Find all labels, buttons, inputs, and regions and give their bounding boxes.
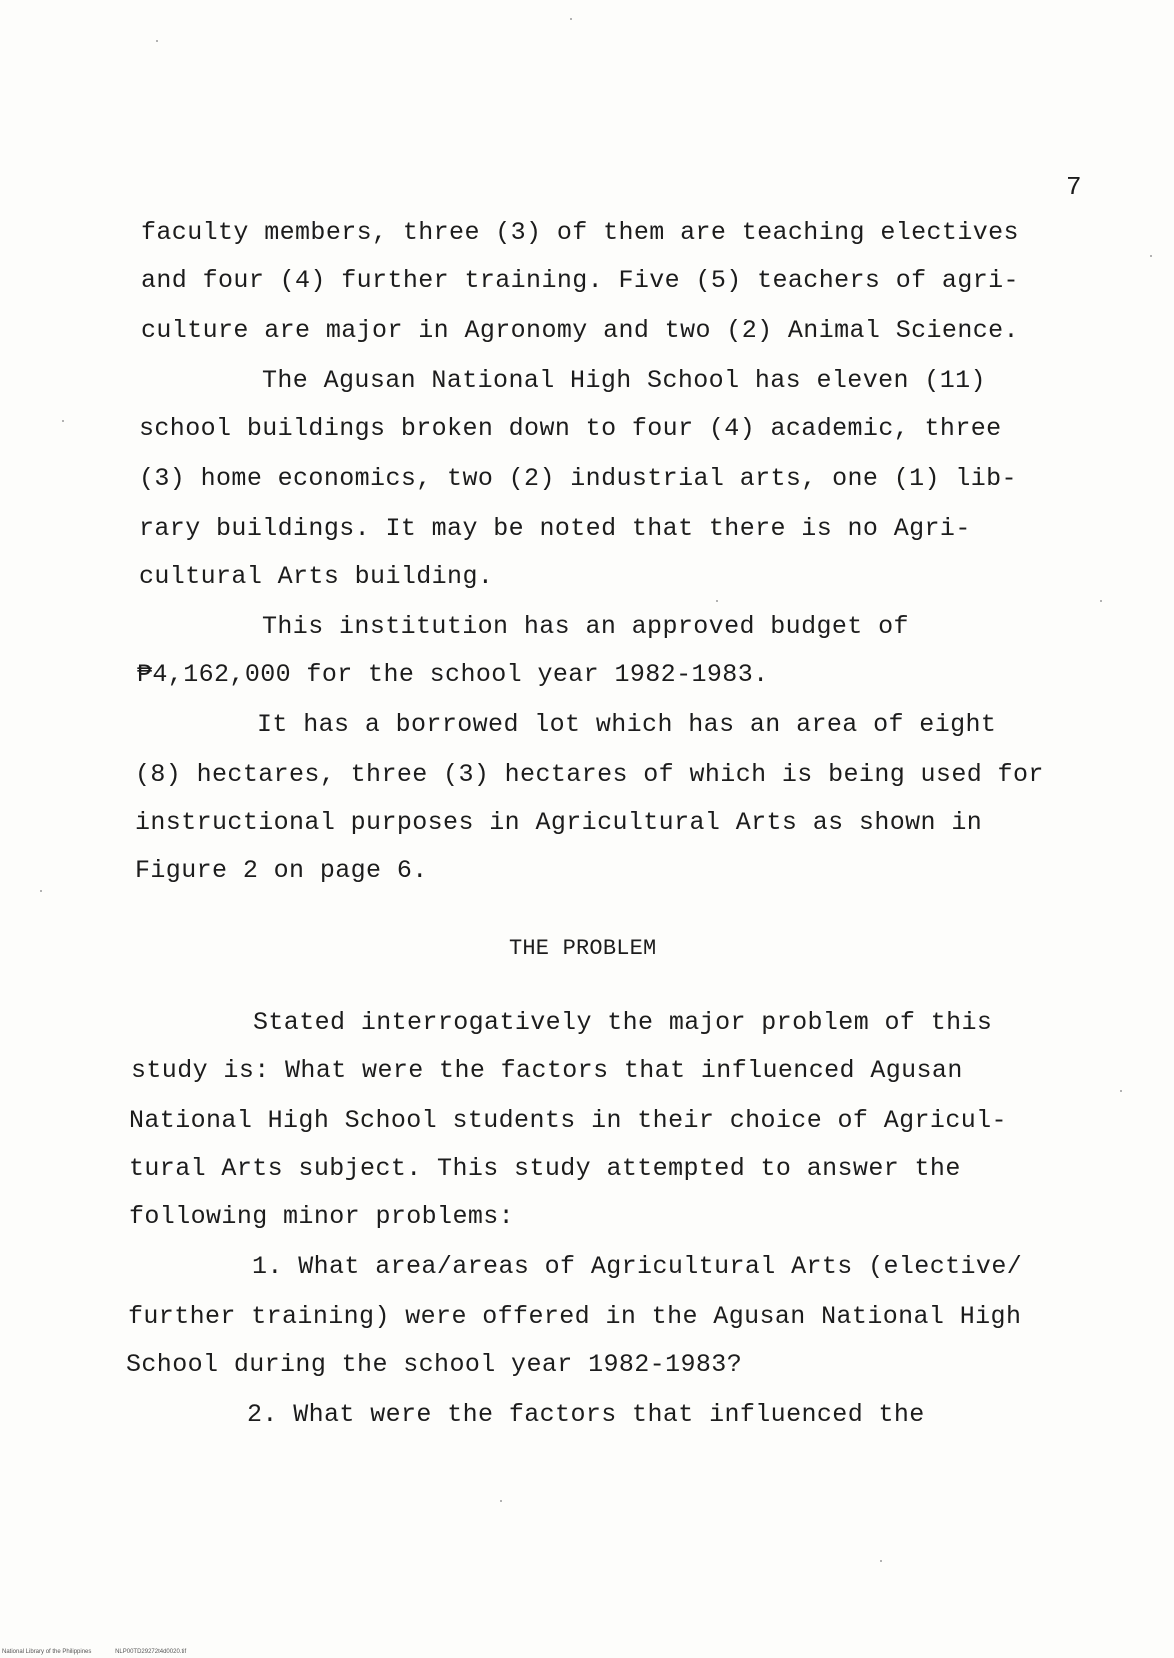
text-line: instructional purposes in Agricultural Arts as shown in [135,808,983,837]
scan-speck [716,600,718,602]
footer-file-id: NLP00TD29272t4d0020.tif [115,1649,187,1655]
scan-speck [880,1560,882,1562]
text-line: culture are major in Agronomy and two (2) Animal Science. [141,316,1019,345]
text-line: It has a borrowed lot which has an area of eight [257,710,997,739]
scan-speck [40,890,42,892]
scan-speck [1120,1090,1122,1092]
text-line: ₱4,162,000 for the school year 1982-1983. [137,660,769,689]
scan-footer [2,1649,208,1655]
text-line: (3) home economics, two (2) industrial arts, one (1) lib- [139,464,1017,493]
text-line: Stated interrogatively the major problem of this [253,1008,993,1037]
list-item-line: 2. What were the factors that influenced the [247,1400,925,1429]
section-heading: THE PROBLEM [509,936,657,961]
text-line: study is: What were the factors that influenced Agusan [131,1056,963,1085]
list-item-line: School during the school year 1982-1983? [126,1350,743,1379]
scan-speck [1100,600,1102,602]
scan-speck [62,420,64,422]
list-item-line: further training) were offered in the Agusan National High [128,1302,1022,1331]
text-line: following minor problems: [129,1202,515,1231]
text-line: Figure 2 on page 6. [135,856,428,885]
text-line: faculty members, three (3) of them are teaching electives [141,218,1019,247]
text-line: The Agusan National High School has eleven (11) [262,366,986,395]
scan-speck [1150,255,1152,257]
footer-library: National Library of the Philippines [2,1649,92,1655]
scan-speck [156,40,158,42]
text-line: tural Arts subject. This study attempted to answer the [129,1154,961,1183]
page-number: 7 [1066,172,1082,202]
text-line: National High School students in their choice of Agricul- [129,1106,1007,1135]
text-line: and four (4) further training. Five (5) teachers of agri- [141,266,1019,295]
text-line: school buildings broken down to four (4) academic, three [139,414,1002,443]
text-line: This institution has an approved budget of [262,612,909,641]
scan-speck [500,1500,502,1502]
text-line: rary buildings. It may be noted that there is no Agri- [139,514,971,543]
text-line: (8) hectares, three (3) hectares of which is being used for [135,760,1044,789]
scan-speck [570,18,572,20]
text-line: cultural Arts building. [139,562,494,591]
list-item-line: 1. What area/areas of Agricultural Arts (elective/ [252,1252,1023,1281]
